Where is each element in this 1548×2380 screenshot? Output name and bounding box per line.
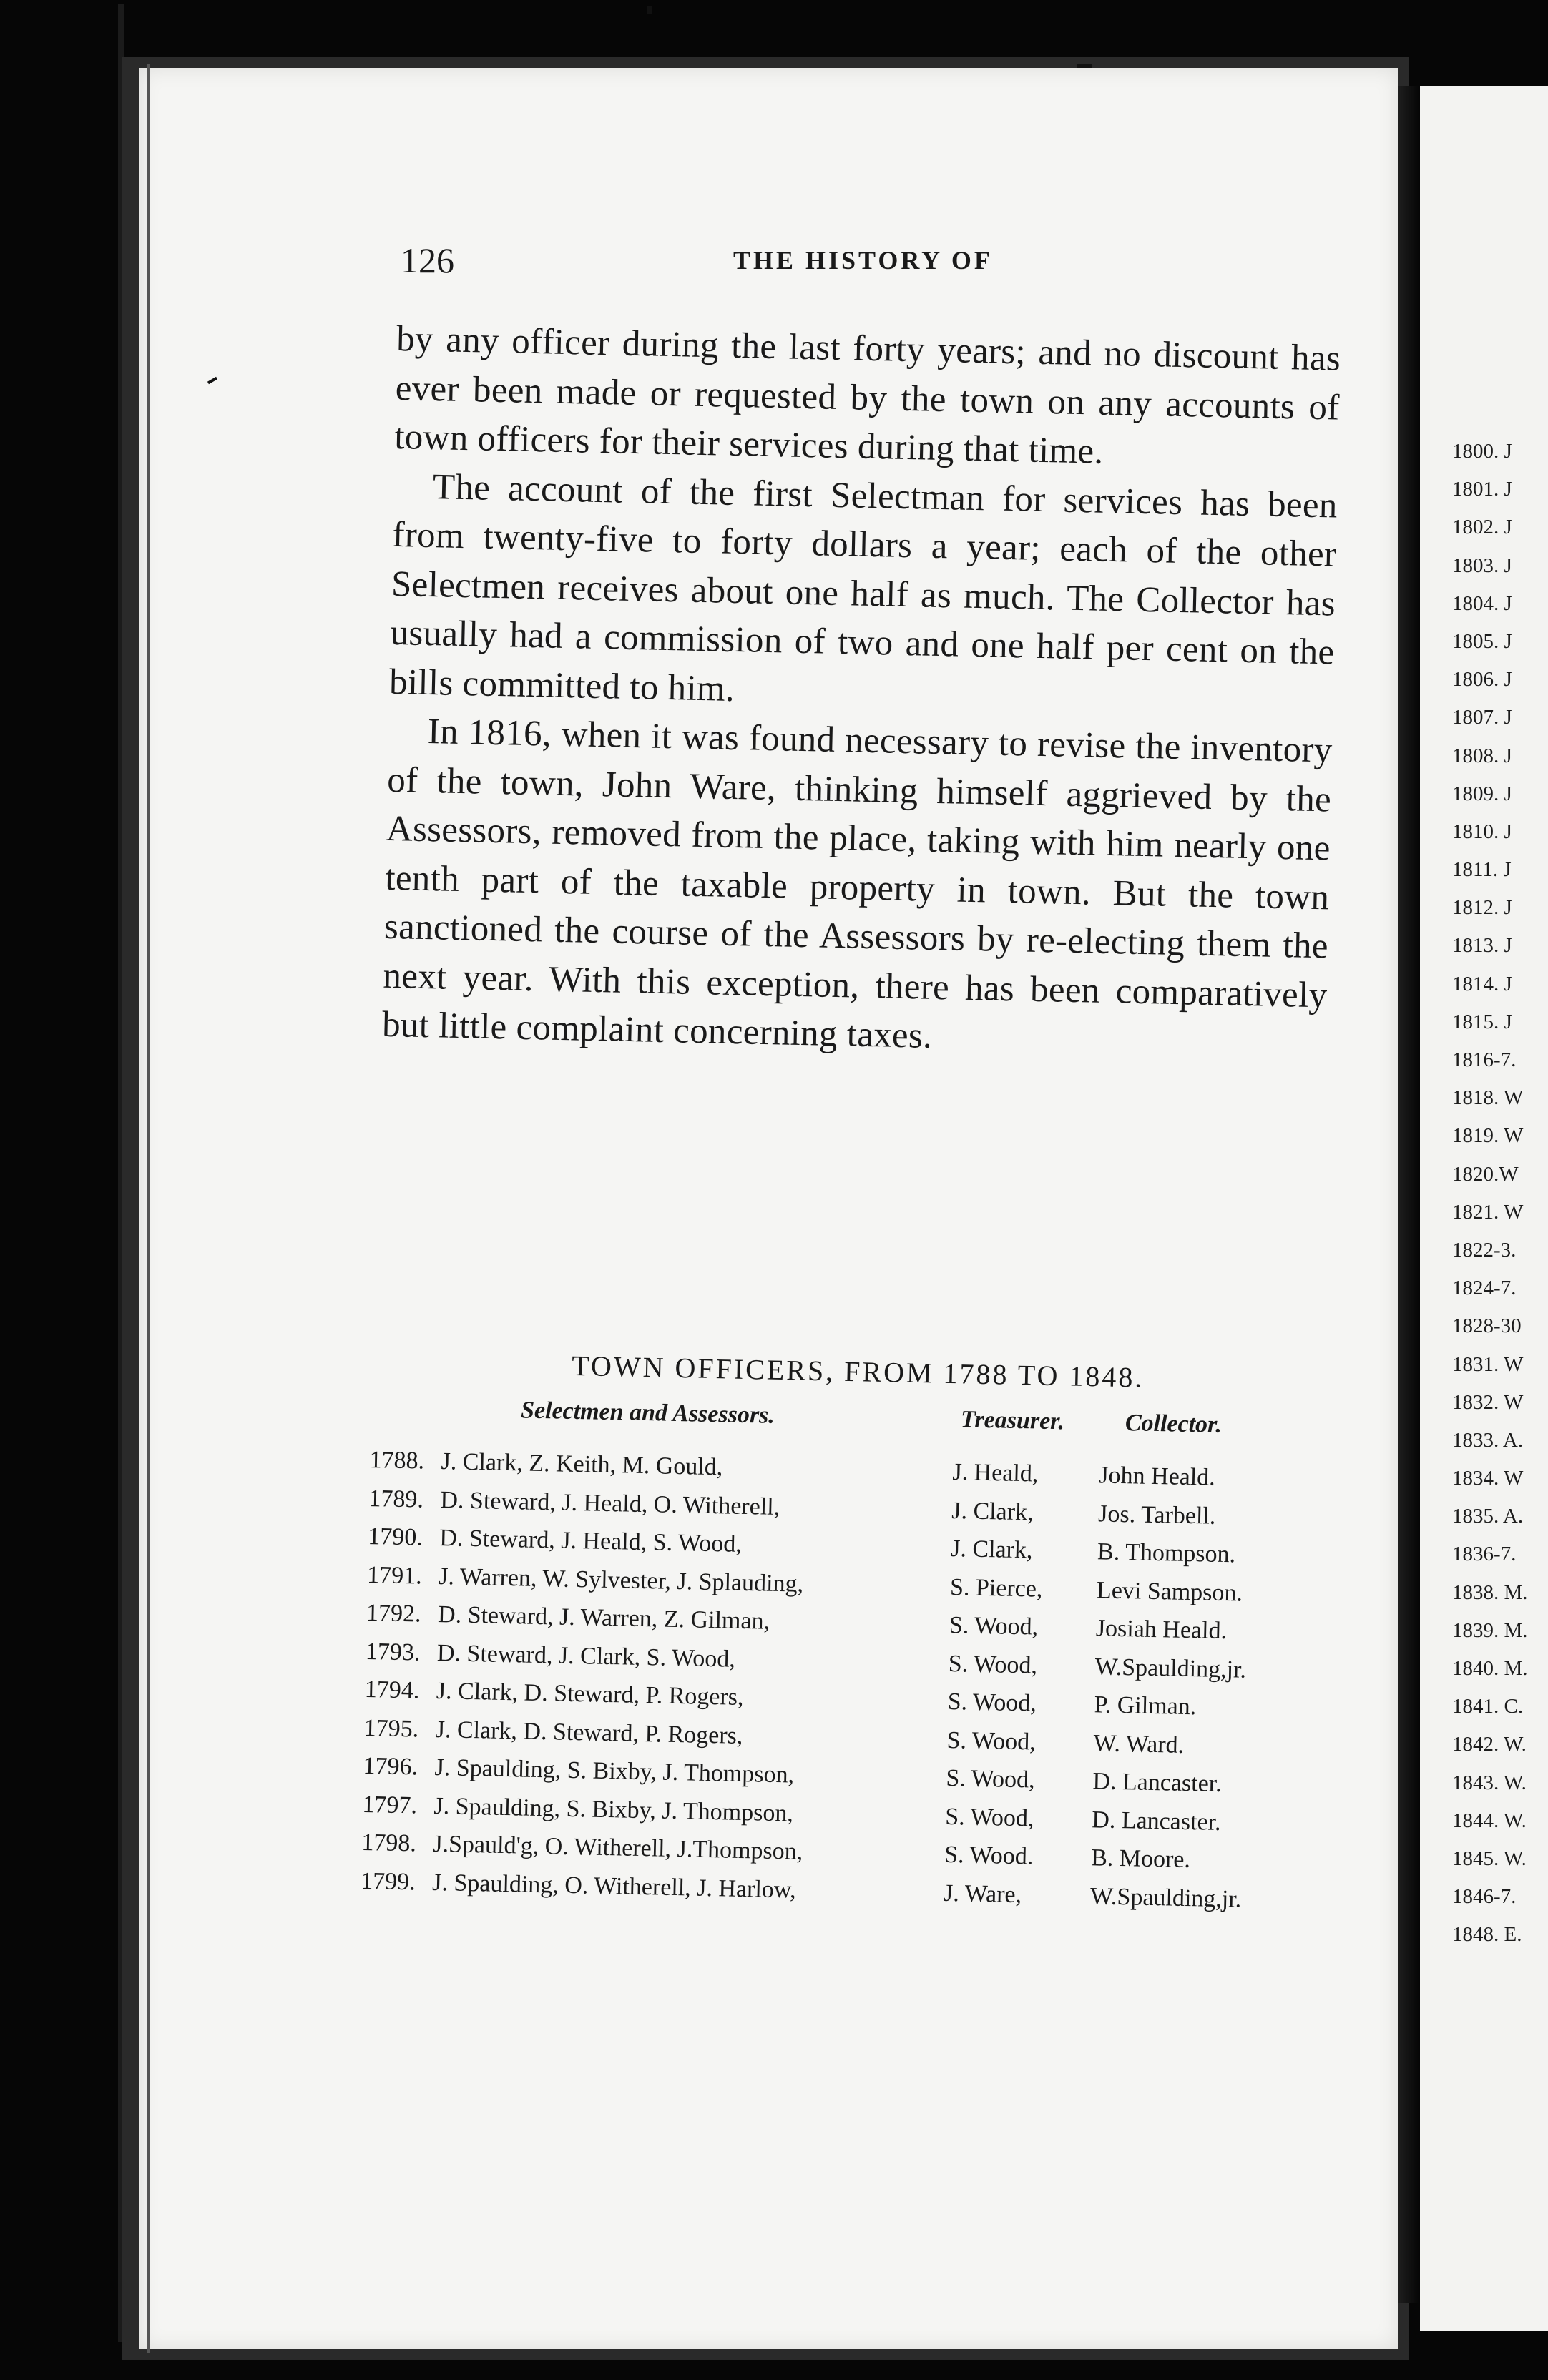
selectmen-cell: J. Clark, D. Steward, P. Rogers, <box>435 1716 743 1749</box>
facing-page-line: 1845. W. <box>1452 1847 1527 1870</box>
treasurer-cell: S. Wood, <box>949 1611 1039 1641</box>
year-cell: 1790. <box>367 1523 423 1551</box>
selectmen-cell: D. Steward, J. Clark, S. Wood, <box>436 1639 736 1673</box>
facing-page-line: 1815. J <box>1452 1010 1512 1033</box>
year-cell: 1795. <box>363 1714 419 1742</box>
facing-page-line: 1818. W <box>1452 1086 1524 1110</box>
facing-page-line: 1808. J <box>1452 744 1512 767</box>
collector-cell: D. Lancaster. <box>1092 1768 1223 1798</box>
facing-page-line: 1807. J <box>1452 706 1512 729</box>
facing-page-line: 1810. J <box>1452 820 1512 843</box>
facing-page-line: 1814. J <box>1452 972 1512 995</box>
facing-page-line: 1819. W <box>1452 1124 1524 1148</box>
collector-cell: John Heald. <box>1099 1462 1216 1491</box>
treasurer-cell: J. Clark, <box>950 1535 1033 1564</box>
facing-page-line: 1846-7. <box>1452 1885 1517 1909</box>
treasurer-cell: S. Wood, <box>948 1650 1038 1679</box>
facing-page-line: 1801. J <box>1452 478 1512 501</box>
facing-page-line: 1813. J <box>1452 934 1512 958</box>
selectmen-cell: J.Spauld'g, O. Witherell, J.Thompson, <box>433 1830 803 1865</box>
facing-page-line: 1838. M. <box>1452 1580 1528 1604</box>
page-number: 126 <box>401 240 454 280</box>
year-cell: 1796. <box>363 1752 418 1781</box>
year-cell: 1789. <box>368 1485 424 1513</box>
year-cell: 1797. <box>362 1791 418 1819</box>
body-text <box>381 315 1341 1069</box>
facing-page-line: 1834. W <box>1452 1467 1524 1490</box>
table-title: TOWN OFFICERS, FROM 1788 TO 1848. <box>571 1349 1145 1394</box>
facing-page-line: 1843. W. <box>1452 1771 1527 1794</box>
page-header: THE HISTORY OF <box>733 246 993 275</box>
facing-page-line: 1822-3. <box>1452 1238 1517 1262</box>
year-cell: 1798. <box>361 1829 417 1857</box>
facing-page-line: 1848. E. <box>1452 1923 1522 1947</box>
selectmen-cell: D. Steward, J. Heald, S. Wood, <box>439 1525 743 1558</box>
treasurer-cell: S. Wood, <box>947 1688 1037 1717</box>
selectmen-cell: D. Steward, J. Heald, O. Witherell, <box>440 1486 780 1520</box>
collector-cell: D. Lancaster. <box>1091 1806 1221 1836</box>
selectmen-cell: J. Clark, D. Steward, P. Rogers, <box>436 1677 744 1711</box>
selectmen-cell: D. Steward, J. Warren, Z. Gilman, <box>437 1601 770 1635</box>
treasurer-cell: J. Clark, <box>951 1497 1034 1525</box>
collector-cell: W. Ward. <box>1093 1729 1185 1759</box>
facing-page-line: 1811. J <box>1452 858 1512 882</box>
facing-page-line: 1803. J <box>1452 554 1512 577</box>
facing-page-list <box>1452 433 1528 1954</box>
facing-page-line: 1800. J <box>1452 440 1512 463</box>
facing-page-line: 1836-7. <box>1452 1543 1517 1566</box>
facing-page-line: 1828-30 <box>1452 1314 1522 1338</box>
collector-cell: B. Thompson. <box>1097 1538 1236 1568</box>
selectmen-cell: J. Warren, W. Sylvester, J. Splauding, <box>438 1563 804 1598</box>
facing-page-line: 1802. J <box>1452 516 1512 539</box>
collector-cell: W.Spaulding,jr. <box>1089 1882 1242 1913</box>
selectmen-cell: J. Spaulding, O. Witherell, J. Harlow, <box>431 1869 797 1904</box>
facing-page-line: 1832. W <box>1452 1390 1524 1414</box>
facing-page-line: 1840. M. <box>1452 1657 1528 1680</box>
facing-page-line: 1820.W <box>1452 1162 1519 1186</box>
year-cell: 1792. <box>366 1599 422 1628</box>
page-spine-line <box>147 64 150 2353</box>
facing-page-line: 1809. J <box>1452 782 1512 805</box>
collector-cell: B. Moore. <box>1090 1844 1191 1874</box>
collector-cell: W.Spaulding,jr. <box>1094 1653 1247 1683</box>
book-gutter <box>1398 86 1420 2303</box>
year-cell: 1793. <box>365 1638 421 1666</box>
paragraph: by any officer during the last forty years; and no discount has ever been made or requested by the town on any accounts of town officers for their services during that time. <box>393 318 1341 472</box>
table-body <box>361 1441 1314 1920</box>
facing-page-line: 1839. M. <box>1452 1618 1528 1642</box>
facing-page-line: 1841. C. <box>1452 1695 1524 1718</box>
year-cell: 1799. <box>360 1867 416 1895</box>
treasurer-cell: S. Wood. <box>944 1841 1034 1870</box>
treasurer-cell: J. Ware, <box>943 1879 1022 1908</box>
scan-speck <box>1077 64 1092 68</box>
selectmen-cell: J. Spaulding, S. Bixby, J. Thompson, <box>434 1754 795 1789</box>
facing-page-line: 1835. A. <box>1452 1505 1524 1528</box>
year-cell: 1791. <box>366 1561 423 1590</box>
treasurer-cell: S. Pierce, <box>949 1573 1043 1603</box>
facing-page-line: 1844. W. <box>1452 1809 1527 1832</box>
facing-page-line: 1805. J <box>1452 629 1512 653</box>
collector-cell: Josiah Heald. <box>1095 1615 1228 1645</box>
paragraph: In 1816, when it was found necessary to revise the inventory of the town, John Ware, thinking himself aggrieved by the Assessors, removed from the place, taking with him nearly one tenth part of the taxable property in town. But the town sanctioned the course of the Assessors by re-electing them the next year. With this exception, there has been comparatively but little complaint concerning taxes. <box>381 712 1333 1056</box>
running-head <box>401 240 1345 282</box>
facing-page-line: 1831. W <box>1452 1352 1524 1376</box>
header-selectmen: Selectmen and Assessors. <box>520 1397 775 1429</box>
facing-page-line: 1842. W. <box>1452 1733 1527 1756</box>
facing-page-line: 1824-7. <box>1452 1277 1517 1300</box>
paragraph: The account of the first Selectman for services has been from twenty-five to forty dollars a year; each of the other Selectmen receives about one half as much. The Collector has usually had a commission of two and one half per cent on the bills committed to him. <box>388 466 1338 709</box>
facing-page-line: 1821. W <box>1452 1200 1524 1224</box>
facing-page-line: 1812. J <box>1452 896 1512 920</box>
town-officers-table <box>361 1344 1316 1919</box>
year-cell: 1794. <box>364 1676 420 1704</box>
collector-cell: Levi Sampson. <box>1096 1576 1243 1607</box>
header-collector: Collector. <box>1125 1410 1223 1438</box>
collector-cell: Jos. Tarbell. <box>1097 1500 1216 1530</box>
year-cell: 1788. <box>369 1446 425 1475</box>
treasurer-cell: S. Wood, <box>944 1803 1034 1832</box>
facing-page-line: 1816-7. <box>1452 1048 1517 1071</box>
selectmen-cell: J. Clark, Z. Keith, M. Gould, <box>441 1448 723 1481</box>
header-treasurer: Treasurer. <box>960 1406 1065 1435</box>
treasurer-cell: S. Wood, <box>946 1726 1037 1756</box>
facing-page-line: 1806. J <box>1452 668 1512 692</box>
facing-page-line: 1804. J <box>1452 591 1512 615</box>
treasurer-cell: S. Wood, <box>946 1764 1036 1794</box>
facing-page-line: 1833. A. <box>1452 1428 1524 1452</box>
collector-cell: P. Gilman. <box>1094 1691 1197 1721</box>
selectmen-cell: J. Spaulding, S. Bixby, J. Thompson, <box>433 1792 794 1826</box>
scan-speck <box>647 6 652 14</box>
treasurer-cell: J. Heald, <box>952 1459 1039 1488</box>
